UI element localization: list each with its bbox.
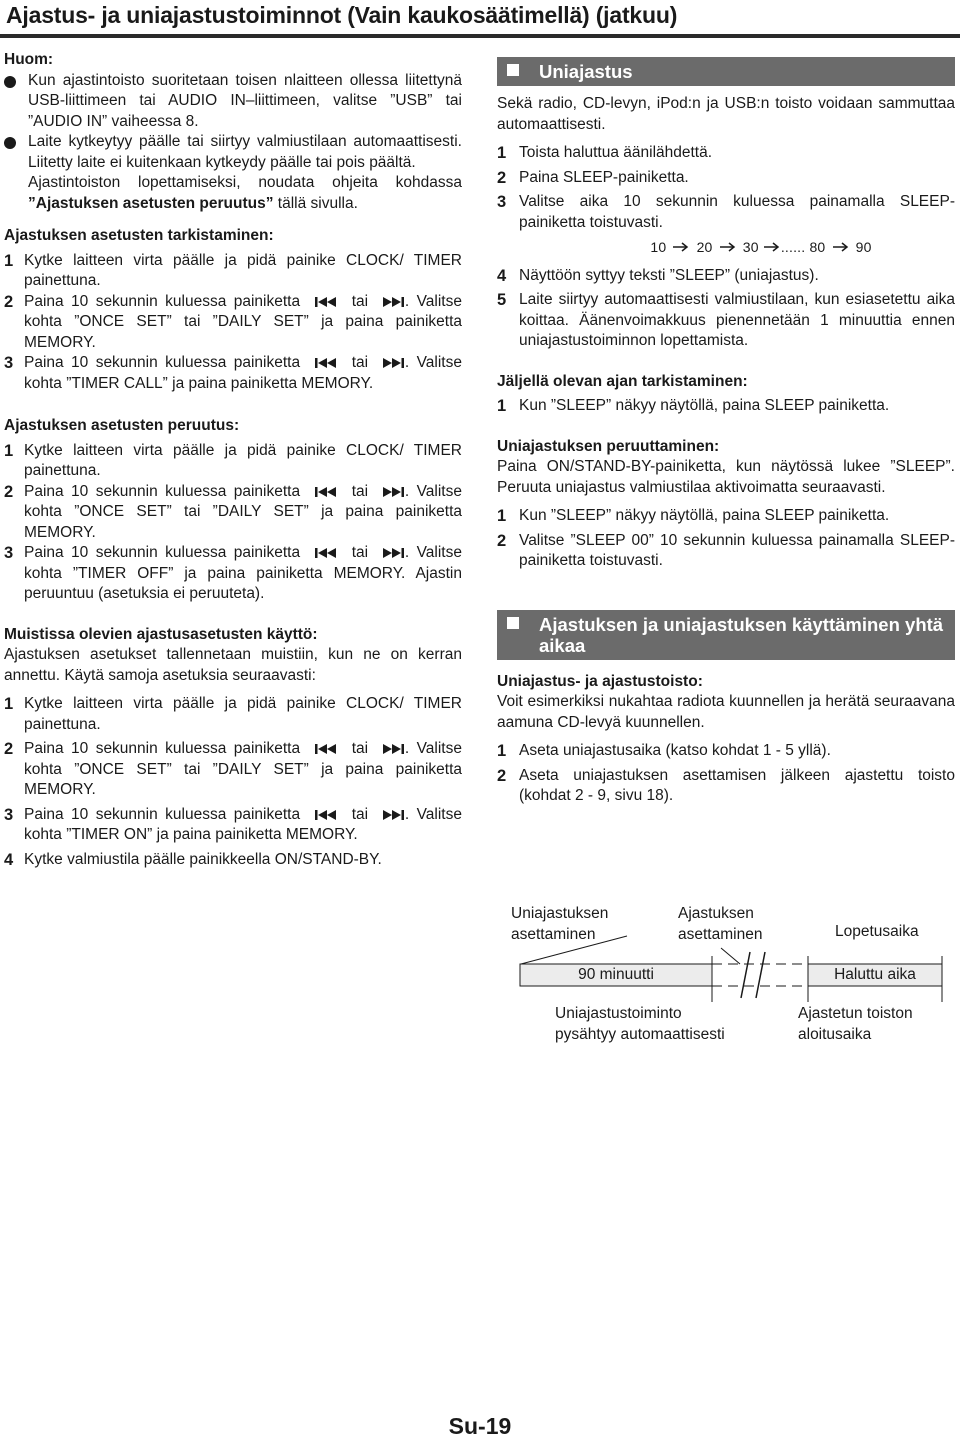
step-text-or: tai — [351, 482, 369, 500]
memory-intro: Ajastuksen asetukset tallennetaan muistiin, kun ne on kerran annettu. Käytä samoja asetuksia seuraavasti: — [4, 646, 462, 684]
label-sleep-stop — [555, 1003, 725, 1045]
section-square-icon — [507, 617, 519, 629]
step-text: Kytke laitteen virta päälle ja pidä painike CLOCK/ TIMER painettuna. — [24, 441, 462, 479]
label-line: Uniajastuksen — [511, 905, 609, 922]
note-cancel-reference — [4, 173, 462, 214]
step-text-or: tai — [351, 740, 369, 757]
memory-step — [4, 694, 462, 735]
step-text: Kun ”SLEEP” näkyy näytöllä, paina SLEEP painiketta. — [519, 507, 890, 524]
step-number: 1 — [4, 251, 14, 270]
arrow-right-icon — [673, 242, 689, 252]
sleep-intro: Sekä radio, CD-levyn, iPod:n ja USB:n toisto voidaan sammuttaa automaattisesti. — [497, 95, 955, 133]
step-number: 3 — [497, 193, 507, 211]
sleep-step — [497, 192, 955, 233]
memory-step — [4, 850, 462, 871]
section-bar-sleep — [497, 57, 955, 86]
step-text: Paina 10 sekunnin kuluessa painiketta — [24, 482, 301, 500]
step-number: 1 — [497, 397, 507, 415]
check-step — [4, 292, 462, 354]
step-number: 5 — [497, 291, 507, 309]
section-title: Uniajastus — [539, 61, 633, 82]
sleep-cancel-intro: Paina ON/STAND-BY-painiketta, kun näytössä lukee ”SLEEP”. Peruuta uniajastus valmiustilaa aktivoimatta seuraavasti. — [497, 458, 955, 496]
step-text: . Valitse kohta ”ONCE SET” tai ”DAILY SET” ja paina painiketta MEMORY. — [24, 740, 462, 798]
sequence-value: 90 — [855, 239, 872, 255]
note-bullet — [4, 132, 462, 173]
step-number: 1 — [497, 144, 507, 162]
break-mark — [756, 952, 765, 998]
sleep-cancel-step — [497, 531, 955, 572]
step-text: Paina 10 sekunnin kuluessa painiketta — [24, 805, 301, 823]
step-text: Toista haluttua äänilähdettä. — [519, 144, 713, 161]
bullet-dot-icon — [4, 137, 16, 149]
sequence-value: ...... 80 — [780, 239, 826, 255]
section-square-icon — [507, 64, 519, 76]
step-text-or: tai — [351, 544, 369, 561]
step-text: Paina 10 sekunnin kuluessa painiketta — [24, 740, 301, 757]
label-line: Uniajastustoiminto — [555, 1005, 682, 1022]
cancel-step — [4, 482, 462, 544]
label-line: asettaminen — [678, 926, 763, 943]
note-bullet — [4, 71, 462, 133]
page-title: Ajastus- ja uniajastustoiminnot (Vain kaukosäätimellä) (jatkuu) — [6, 2, 678, 28]
previous-track-icon — [315, 809, 337, 821]
sleep-time-sequence — [497, 237, 955, 258]
page-number: Su-19 — [448, 1413, 512, 1439]
step-number: 2 — [4, 740, 14, 758]
timer-sleep-diagram — [497, 898, 957, 1058]
arrow-right-icon — [833, 242, 849, 252]
step-text-or: tai — [351, 292, 369, 310]
section-bar-combined — [497, 610, 955, 660]
note-heading: Huom: — [4, 51, 54, 68]
step-number: 4 — [497, 266, 507, 285]
note-cancel-post: tällä sivulla. — [273, 194, 358, 212]
next-track-icon — [383, 296, 405, 308]
next-track-icon — [383, 357, 405, 369]
memory-step — [4, 805, 462, 846]
check-step — [4, 251, 462, 292]
step-number: 1 — [4, 695, 14, 713]
memory-heading: Muistissa olevien ajastusasetusten käyttö: — [4, 625, 318, 643]
note-cancel-pre: Ajastintoiston lopettamiseksi, noudata ohjeita kohdassa — [28, 174, 462, 191]
cancel-step — [4, 543, 462, 605]
title-rule — [0, 34, 960, 38]
step-text: Laite siirtyy automaattisesti valmiustilaan, kun esiasetettu aika koittaa. Äänenvoimakkuus pienennetään 1 minuuttia ennen uniajastustoiminnon lopettamista. — [519, 291, 955, 349]
sleep-cancel-heading: Uniajastuksen peruuttaminen: — [497, 437, 720, 455]
sleep-step — [497, 290, 955, 352]
label-timer-start — [798, 1003, 913, 1045]
step-text: Kytke laitteen virta päälle ja pidä painike CLOCK/ TIMER painettuna. — [24, 695, 462, 733]
label-line: aloitusaika — [798, 1026, 872, 1043]
break-mark — [741, 952, 750, 998]
sequence-value: 20 — [696, 239, 713, 255]
label-end-time: Lopetusaika — [835, 923, 919, 940]
remaining-step — [497, 396, 955, 417]
step-text-or: tai — [351, 354, 369, 371]
step-number: 2 — [497, 531, 507, 550]
pointer-line — [721, 948, 740, 964]
check-step — [4, 353, 462, 394]
step-text: . Valitse kohta ”TIMER ON” ja paina painiketta MEMORY. — [24, 805, 462, 843]
left-column — [4, 50, 462, 870]
step-text: Paina 10 sekunnin kuluessa painiketta — [24, 544, 301, 561]
step-text: . Valitse kohta ”ONCE SET” tai ”DAILY SET” ja paina painiketta MEMORY. — [24, 482, 462, 541]
step-text: . Valitse kohta ”ONCE SET” tai ”DAILY SET” ja paina painiketta MEMORY. — [24, 292, 462, 351]
step-text: Kytke valmiustila päälle painikkeella ON/STAND-BY. — [24, 850, 382, 868]
combined-step — [497, 741, 955, 762]
combined-heading: Uniajastus- ja ajastustoisto: — [497, 672, 703, 690]
right-column — [497, 57, 955, 807]
step-text: . Valitse kohta ”TIMER OFF” ja paina painiketta MEMORY. Ajastin peruuntuu (asetuksia ei peruuteta). — [24, 544, 462, 602]
label-line: Ajastetun toiston — [798, 1005, 913, 1022]
step-number: 2 — [497, 168, 507, 187]
check-heading: Ajastuksen asetusten tarkistaminen: — [4, 227, 274, 244]
step-text: Kun ”SLEEP” näkyy näytöllä, paina SLEEP painiketta. — [519, 397, 890, 414]
sleep-cancel-step — [497, 506, 955, 527]
step-number: 2 — [497, 766, 507, 785]
step-text: Paina 10 sekunnin kuluessa painiketta — [24, 292, 301, 310]
step-text: Kytke laitteen virta päälle ja pidä painike CLOCK/ TIMER painettuna. — [24, 251, 462, 289]
section-title: Ajastuksen ja uniajastuksen käyttäminen yhtä aikaa — [539, 613, 944, 656]
sleep-step — [497, 266, 955, 287]
label-line: pysähtyy automaattisesti — [555, 1026, 725, 1043]
step-text: Paina 10 sekunnin kuluessa painiketta — [24, 354, 301, 371]
previous-track-icon — [315, 486, 337, 498]
combined-intro: Voit esimerkiksi nukahtaa radiota kuunnellen ja herätä seuraavana aamuna CD-levyä kuunnellen. — [497, 693, 955, 731]
note-bullet-text: Kun ajastintoisto suoritetaan toisen nlaitteen ollessa liitettynä USB-liittimeen tai AUDIO IN–liittimeen, valitse ”USB” tai ”AUDIO IN” vaiheessa 8. — [28, 71, 462, 130]
pointer-line — [521, 936, 627, 964]
step-number: 2 — [4, 292, 14, 311]
arrow-right-icon — [720, 242, 736, 252]
sequence-value: 30 — [742, 239, 759, 255]
combined-step — [497, 766, 955, 807]
cancel-step — [4, 441, 462, 482]
label-line: Ajastuksen — [678, 905, 754, 922]
arrow-right-icon — [764, 242, 780, 252]
note-bullet-text: Laite kytkeytyy päälle tai siirtyy valmiustilaan automaattisesti. Liitetty laite ei kuitenkaan kytkeydy päälle tai pois päältä. — [28, 133, 462, 171]
next-track-icon — [383, 743, 405, 755]
memory-step — [4, 739, 462, 801]
previous-track-icon — [315, 357, 337, 369]
bar-label-90: 90 minuutti — [578, 966, 654, 983]
label-line: asettaminen — [511, 926, 596, 943]
step-number: 2 — [4, 482, 14, 501]
step-text: Aseta uniajastusaika (katso kohdat 1 - 5 yllä). — [519, 742, 831, 759]
next-track-icon — [383, 547, 405, 559]
sleep-step — [497, 143, 955, 164]
step-text: Aseta uniajastuksen asettamisen jälkeen ajastettu toisto (kohdat 2 - 9, sivu 18). — [519, 766, 955, 804]
step-number: 3 — [4, 544, 14, 562]
step-text: Paina SLEEP-painiketta. — [519, 168, 689, 186]
bar-label-wanted: Haluttu aika — [834, 966, 916, 983]
step-text: . Valitse kohta ”TIMER CALL” ja paina painiketta MEMORY. — [24, 354, 462, 392]
sequence-value: 10 — [650, 239, 667, 255]
previous-track-icon — [315, 743, 337, 755]
step-text: Valitse aika 10 sekunnin kuluessa painamalla SLEEP-painiketta toistuvasti. — [519, 193, 955, 231]
step-number: 1 — [497, 742, 507, 760]
step-number: 1 — [4, 441, 14, 460]
next-track-icon — [383, 809, 405, 821]
step-text: Näyttöön syttyy teksti ”SLEEP” (uniajastus). — [519, 266, 819, 284]
step-text-or: tai — [351, 805, 369, 823]
step-number: 4 — [4, 850, 14, 869]
cancel-heading: Ajastuksen asetusten peruutus: — [4, 417, 240, 434]
step-number: 3 — [4, 354, 14, 372]
bullet-dot-icon — [4, 76, 16, 88]
previous-track-icon — [315, 296, 337, 308]
step-text: Valitse ”SLEEP 00” 10 sekunnin kuluessa painamalla SLEEP-painiketta toistuvasti. — [519, 531, 955, 569]
remaining-heading: Jäljellä olevan ajan tarkistaminen: — [497, 372, 748, 390]
note-cancel-section-ref: ”Ajastuksen asetusten peruutus” — [28, 194, 274, 212]
previous-track-icon — [315, 547, 337, 559]
step-number: 3 — [4, 805, 14, 824]
step-number: 1 — [497, 507, 507, 525]
sleep-step — [497, 168, 955, 189]
next-track-icon — [383, 486, 405, 498]
